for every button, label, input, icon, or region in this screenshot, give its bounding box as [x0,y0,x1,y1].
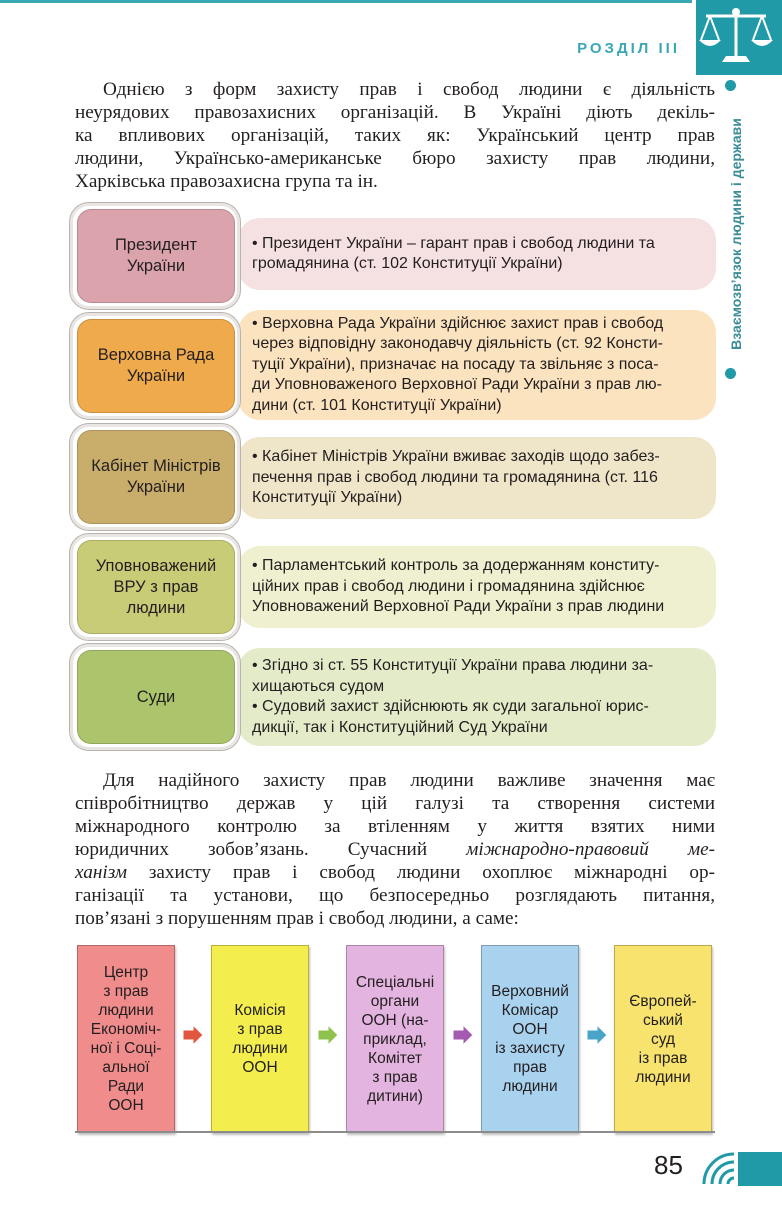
paragraph-line: ка впливових організацій, таких як: Український центр прав [75,125,715,146]
header-bar [0,0,692,3]
mechanism-line: суд [650,1030,675,1048]
organ-name-line: Президент [114,236,198,254]
description-line: ди Уповноваженого Верховної Ради України з прав лю- [252,376,662,394]
paragraph-line: пов’язані з порушенням прав і свобод людини, а саме: [75,908,519,929]
mechanism-line: прав [513,1059,547,1076]
mechanism-line: альної [102,1059,150,1076]
paragraph-line: Однією з форм захисту прав і свобод людини є діяльність [103,79,715,100]
description-line: • Парламентський контроль за додержанням конститу- [252,557,660,575]
mechanism-box-ecosoc [77,945,175,1133]
paragraph-line [75,838,715,861]
mechanism-line: Центр [103,964,149,981]
mechanism-line: з прав [237,1021,283,1038]
second-paragraph [75,769,715,930]
organ-box-ombudsman [77,540,235,634]
organ-box-cabinet [77,430,235,524]
description-line: через відповідну законодавчу діяльність (ст. 92 Консти- [252,335,663,353]
description-line: Конституції України) [252,489,403,507]
mechanism-line: ський [643,1011,683,1029]
mechanism-line: з прав [372,1068,418,1086]
organ-name-line: ВРУ з прав [113,577,199,596]
organ-description-ombudsman [238,546,716,628]
side-dot-bottom [725,368,736,379]
mechanism-box-special-bodies [346,945,444,1133]
paragraph-line: ганізації та установи, що безпосередньо розглядають питання, [75,885,715,906]
description-line: • Верховна Рада України здійснює захист прав і свобод [252,314,664,332]
arrow-right-icon [586,1024,608,1046]
mechanism-line: із прав [638,1049,688,1067]
description-line: громадянина (ст. 102 Конституції України) [252,255,563,272]
mechanism-line: Європей- [629,992,697,1010]
mechanism-line: Комісар [501,1002,559,1019]
organ-name-line: Верховна Рада [97,346,215,364]
organ-name-line: Кабінет Міністрів [91,457,221,475]
mechanism-line: Спеціальні [355,973,435,991]
description-line: печення прав і свобод людини та громадянина (ст. 116 [252,468,658,486]
description-line: дикції, так і Конституційний Суд України [252,718,548,736]
mechanism-line: Верховний [491,983,569,1000]
mechanism-line: ООН (на- [361,1011,429,1029]
mechanism-line: ООН [242,1059,278,1076]
mechanism-line: органи [370,992,420,1010]
organ-box-courts [77,650,235,744]
description-line: ційних прав і свобод людини і громадянина здійснює [252,577,645,595]
diagram-baseline [75,1131,715,1133]
side-title-text: Взаємозв’язок людини і держави [728,118,744,350]
mechanism-line: Комітет [368,1049,422,1067]
mechanism-line: Економіч- [90,1021,162,1038]
mechanism-line: ООН [108,1097,144,1114]
paragraph-line: людини, Українсько-американське бюро захисту прав людини, [75,148,715,169]
description-line: • Згідно зі ст. 55 Конституції України права людини за- [252,657,654,674]
organ-description-cabinet [238,437,716,519]
page-number: 85 [654,1150,683,1180]
organ-name-line: Уповноважений [95,556,217,575]
mechanism-line: ООН [512,1021,548,1038]
paragraph-line: неурядових правозахисних організацій. В Україні діють декіль- [75,102,715,123]
organ-description-president [238,218,716,290]
mechanism-line: людини [232,1040,288,1057]
text-span: захисту прав і свобод людини охоплює міжнародні ор- [126,862,715,883]
description-line: Уповноважений Верховної Ради України з прав людини [252,598,665,616]
mechanism-box-un-commission [211,945,309,1133]
mechanism-line: приклад, [363,1030,427,1048]
organ-box-parliament [77,319,235,413]
mechanism-line: з прав [103,983,149,1000]
footer-bar [738,1152,782,1186]
description-line: • Судовий захист здійснюють як суди загальної юрис- [252,698,649,715]
description-line: дини (ст. 101 Конституції України) [252,396,502,414]
organ-box-president [77,209,235,303]
italic-term: ханізм [75,862,127,883]
paragraph-line [75,861,715,884]
mechanism-line: людини [98,1002,154,1019]
mechanism-box-high-commissioner [481,945,579,1133]
paragraph-line: Харківська правозахисна група та ін. [75,171,378,192]
mechanism-line: ної і Соці- [90,1040,162,1057]
description-line: туції України), призначає на посаду та звільняє з поса- [252,355,659,373]
scales-icon [696,0,782,75]
mechanism-line: із захисту [495,1040,565,1057]
page-corner-arcs-icon [700,1150,740,1186]
arrow-right-icon [452,1024,474,1046]
organ-description-courts [238,648,716,746]
paragraph-line: Для надійного захисту прав людини важливе значення має [103,770,715,791]
arrow-right-icon [317,1024,339,1046]
mechanism-line: дитини) [367,1087,423,1105]
organ-name-line: людини [126,598,186,617]
organ-name-line: Суди [136,687,176,706]
mechanism-line: Ради [107,1078,145,1095]
description-line: • Президент України – гарант прав і свобод людини та [252,234,655,252]
text-span: юридичних зобов’язань. Сучасний [75,839,467,860]
description-line: • Кабінет Міністрів України вживає заходів щодо забез- [252,448,660,466]
arrow-right-icon [182,1024,204,1046]
description-line: хищаються судом [252,677,385,695]
italic-term: міжнародно-правовий ме- [466,839,715,860]
scales-emblem [696,0,782,75]
section-label: РОЗДІЛ III [577,40,680,57]
organ-name-line: України [126,478,186,496]
mechanism-line: Комісія [234,1002,286,1019]
organ-name-line: України [126,367,186,385]
mechanism-line: людини [635,1068,691,1086]
paragraph-line: співробітництво держав у цій галузі та створення системи [75,793,715,814]
organ-description-parliament [238,310,716,420]
mechanism-line: людини [502,1078,558,1095]
intro-paragraph [75,78,715,193]
paragraph-line: міжнародного контролю за втіленням у життя взятих ними [75,816,715,837]
mechanism-box-european-court [614,945,712,1133]
organ-name-line: України [126,257,186,275]
side-title [722,82,750,378]
